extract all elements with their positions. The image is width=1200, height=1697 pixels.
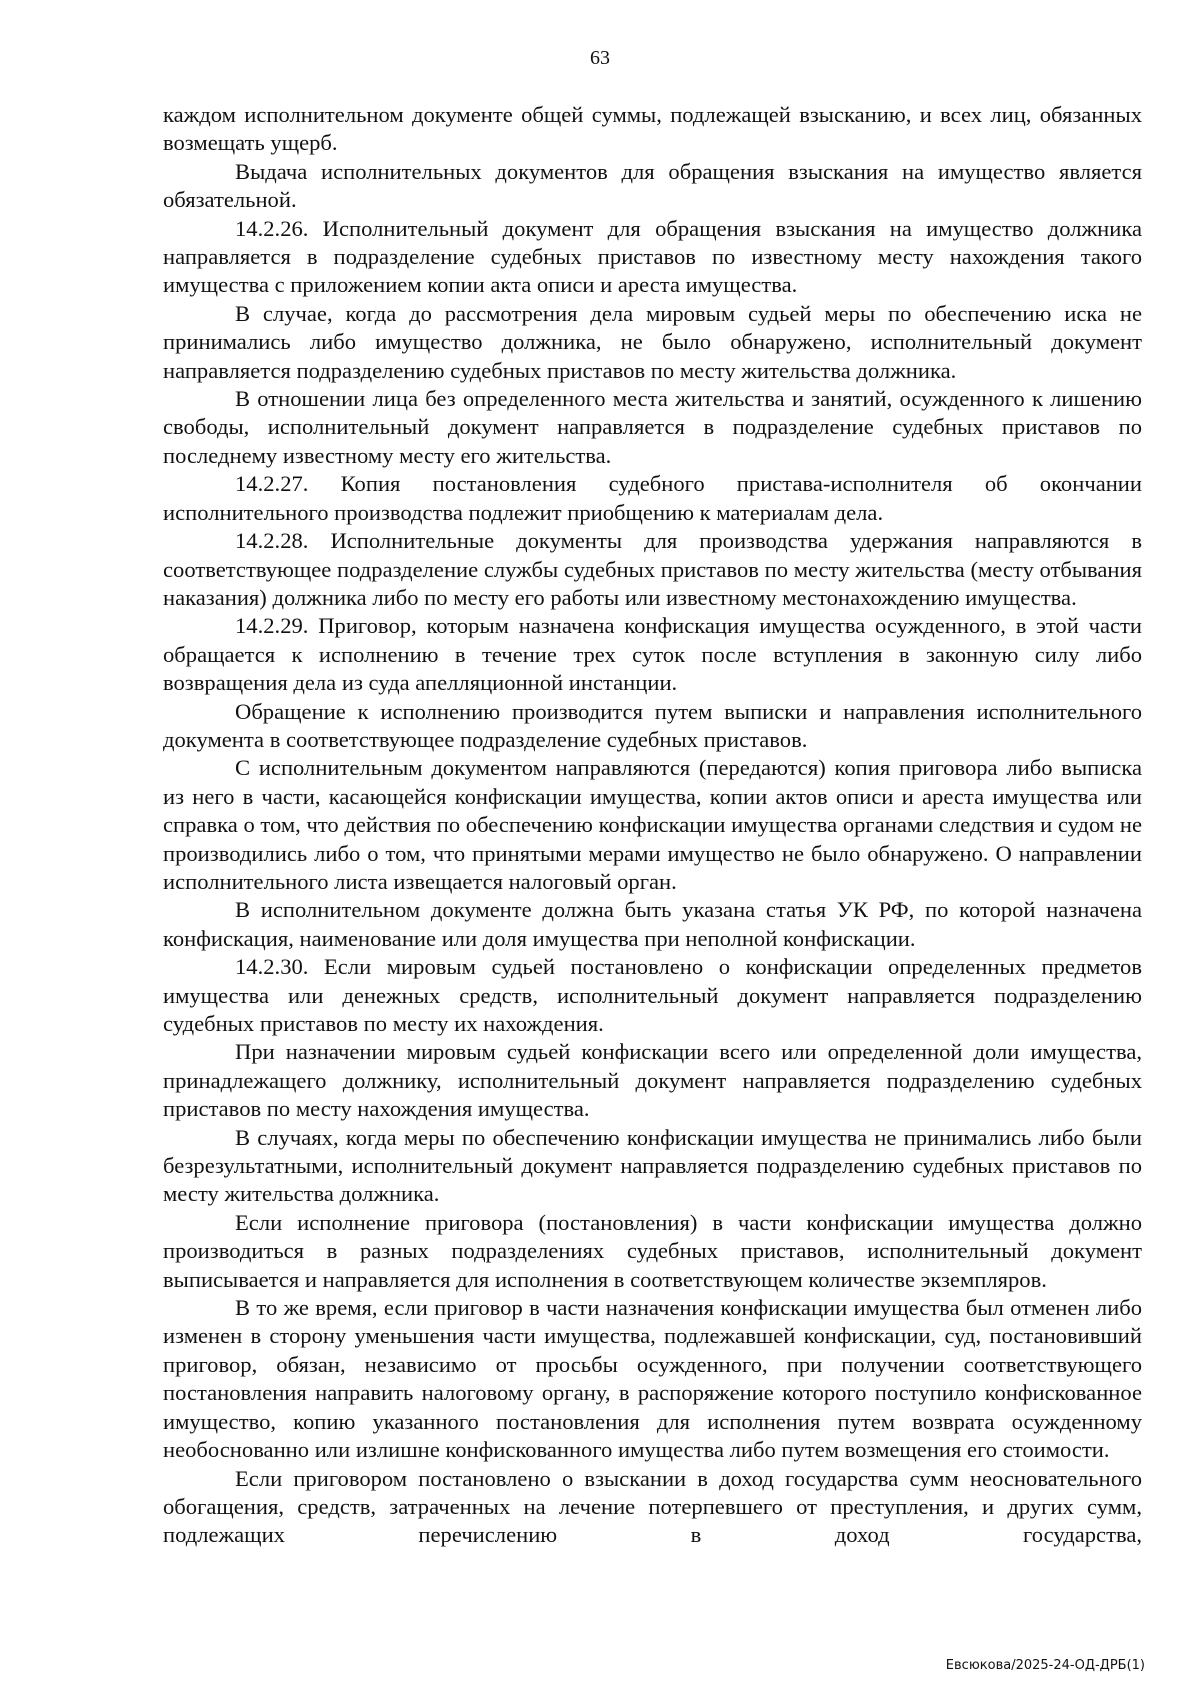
paragraph: Если исполнение приговора (постановления) в части конфискации имущества должно производиться в разных подразделениях судебных приставов, исполнительный документ выписывается и направляется для исполнения в соответствующем количестве экземпляров. (163, 1209, 1142, 1292)
paragraph-continued-next-page: Если приговором постановлено о взыскании в доход государства сумм неосновательного обогащения, средств, затраченных на лечение потерпевшего от преступления, и других сумм, подлежащих перечислению в доход государства, (163, 1465, 1142, 1548)
paragraph-14-2-30: 14.2.30. Если мировым судьей постановлено о конфискации определенных предметов имущества или денежных средств, исполнительный документ направляется подразделению судебных приставов по месту их нахождения. (163, 954, 1142, 1036)
paragraph-14-2-27: 14.2.27. Копия постановления судебного пристава-исполнителя об окончании исполнительного производства подлежит приобщению к материалам дела. (163, 471, 1142, 525)
body-text (163, 101, 1142, 1550)
paragraph-14-2-28: 14.2.28. Исполнительные документы для производства удержания направляются в соответствующее подразделение службы судебных приставов по месту жительства (месту отбывания наказания) должника либо по месту его работы или известному местонахождению имущества. (163, 528, 1142, 610)
page-number: 63 (590, 47, 610, 69)
paragraph-14-2-29: 14.2.29. Приговор, которым назначена конфискация имущества осужденного, в этой части обращается к исполнению в течение трех суток после вступления в законную силу либо возвращения дела из суда апелляционной инстанции. (163, 613, 1142, 696)
paragraph: В случаях, когда меры по обеспечению конфискации имущества не принимались либо были безрезультатными, исполнительный документ направляется подразделению судебных приставов по месту жительства должника. (163, 1124, 1142, 1207)
paragraph: При назначении мировым судьей конфискации всего или определенной доли имущества, принадлежащего должнику, исполнительный документ направляется подразделению судебных приставов по месту нахождения имущества. (163, 1039, 1142, 1122)
paragraph: Обращение к исполнению производится путем выписки и направления исполнительного документа в соответствующее подразделение судебных приставов. (163, 698, 1142, 752)
document-footer-code: Евсюкова/2025-24-ОД-ДРБ(1) (945, 1658, 1145, 1673)
paragraph: В отношении лица без определенного места жительства и занятий, осужденного к лишению свободы, исполнительный документ направляется в подразделение судебных приставов по последнему известному месту его жительства. (163, 386, 1142, 468)
paragraph-14-2-26: 14.2.26. Исполнительный документ для обращения взыскания на имущество должника направляется в подразделение судебных приставов по известному месту нахождения такого имущества с приложением копии акта описи и ареста имущества. (163, 215, 1142, 298)
paragraph: В исполнительном документе должна быть указана статья УК РФ, по которой назначена конфискация, наименование или доля имущества при неполной конфискации. (163, 897, 1142, 951)
paragraph: В то же время, если приговор в части назначения конфискации имущества был отменен либо изменен в сторону уменьшения части имущества, подлежавшей конфискации, суд, постановивший приговор, обязан, независимо от просьбы осужденного, при получении соответствующего постановления направить налоговому органу, в распоряжение которого поступило конфискованное имущество, копию указанного постановления для исполнения путем возврата осужденному необоснованно или излишне конфискованного имущества либо путем возмещения его стоимости. (163, 1295, 1142, 1463)
paragraph: Выдача исполнительных документов для обращения взыскания на имущество является обязательной. (163, 158, 1142, 213)
paragraph-continuation: каждом исполнительном документе общей суммы, подлежащей взысканию, и всех лиц, обязанных возмещать ущерб. (163, 102, 1142, 156)
paragraph: В случае, когда до рассмотрения дела мировым судьей меры по обеспечению иска не принимались либо имущество должника, не было обнаружено, исполнительный документ направляется подразделению судебных приставов по месту жительства должника. (163, 300, 1142, 383)
paragraph: С исполнительным документом направляются (передаются) копия приговора либо выписка из него в части, касающейся конфискации имущества, копии актов описи и ареста имущества или справка о том, что действия по обеспечению конфискации имущества органами следствия и судом не производились либо о том, что принятыми мерами имущество не было обнаружено. О направлении исполнительного листа извещается налоговый орган. (163, 755, 1142, 894)
